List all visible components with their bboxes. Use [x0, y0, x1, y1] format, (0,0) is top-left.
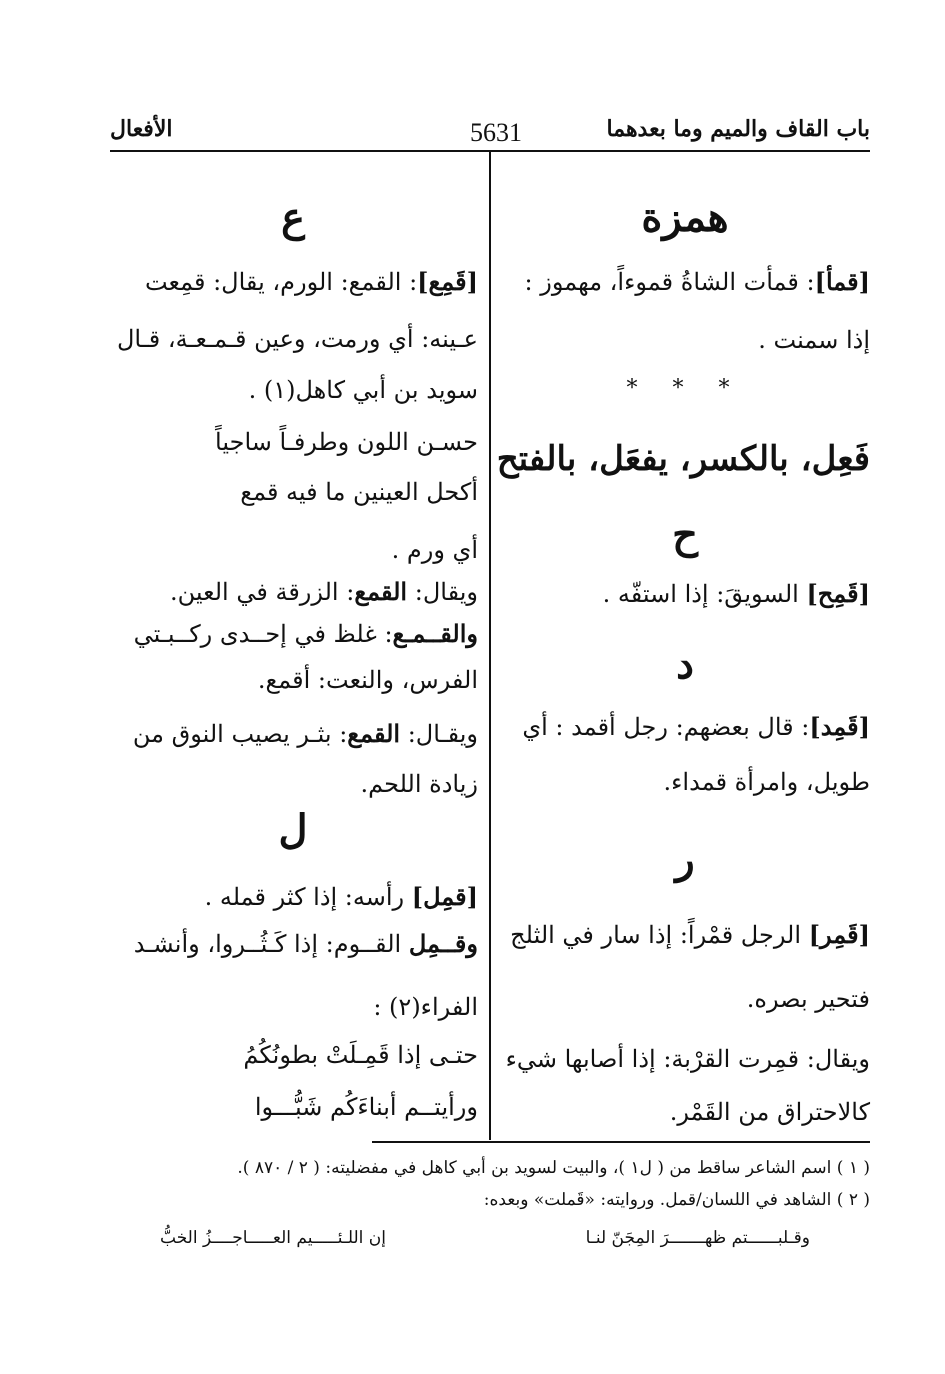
entry-key: [قمِل] — [411, 882, 478, 911]
entry-text: : القمع: الورم، يقال: قمِعت — [144, 268, 418, 296]
entry-qamir-line3: ويقال: قمِرت القرْبة: إذا أصابها شيء — [505, 1045, 870, 1073]
entry-text: القــوم: إذا كَـثُــروا، وأنشـد — [133, 930, 402, 958]
verse-line: حسـن اللون وطرفـاً ساجياً — [215, 428, 478, 456]
entry-text: الرجل قمْراً: إذا سار في الثلج — [510, 921, 802, 949]
entry-qamid-line2: طويل، وامرأة قمداء. — [663, 768, 870, 796]
entry-key: [قمأ] — [814, 267, 870, 296]
page-header — [110, 112, 870, 152]
heading-hamza: همزة — [641, 194, 729, 241]
letter-heading-dal: د — [676, 641, 694, 688]
entry-qami-line6 — [133, 619, 478, 648]
entry-text: : قال بعضهم: رجل أقمد : أي — [522, 713, 810, 741]
entry-keyword: القمع — [347, 719, 401, 748]
entry-qami-line7: الفرس، والنعت: أقمع. — [257, 666, 478, 694]
entry-text: السويقَ: إذا استفّه . — [602, 580, 799, 608]
pattern-heading: فَعِل، بالكسر، يفعَل، بالفتح — [496, 439, 870, 479]
entry-qamir-line2: فتحير بصره. — [746, 985, 870, 1013]
entry-key: [قَمِح] — [806, 579, 870, 608]
chapter-title: باب القاف والميم وما بعدهما — [606, 116, 870, 142]
letter-heading-lam: ل — [278, 806, 308, 853]
separator-stars: * * * — [626, 376, 744, 401]
entry-text: ويقـال: — [407, 720, 478, 748]
letter-heading-ra: ر — [675, 836, 695, 883]
footnote-1: ( ١ ) اسم الشاعر ساقط من ( ل١ )، والبيت لسويد بن أبي كاهل في مفضليته: ( ٢ / ٨٧٠ ). — [237, 1158, 870, 1178]
entry-key: [قَمِر] — [808, 920, 870, 949]
entry-qami-line8 — [132, 719, 478, 748]
entry-qamih-line1 — [602, 579, 870, 608]
entry-qami-line4: أي ورم . — [391, 536, 478, 564]
entry-qami-line2: عـينه: أي ورمت، وعين قـمـعـة، قـال — [116, 325, 478, 353]
footnote-verse — [110, 1228, 870, 1252]
footnote-rule — [372, 1141, 870, 1143]
entry-qamil-line1 — [204, 882, 478, 911]
page-number: 5631 — [470, 118, 522, 147]
entry-qama-line1 — [524, 267, 870, 296]
entry-text: رأسه: إذا كثر قمله . — [204, 883, 405, 911]
entry-qami-line9: زيادة اللحم. — [360, 770, 478, 798]
entry-qami-line3: سويد بن أبي كاهل(١) . — [248, 376, 478, 404]
letter-heading-ain: ع — [281, 194, 305, 241]
column-divider — [489, 152, 491, 1140]
entry-keyword: وقــمِل — [408, 929, 478, 958]
entry-key: [قَمِد] — [809, 712, 870, 741]
footnote-2: ( ٢ ) الشاهد في اللسان/قمل. وروايته: «قَملت» وبعده: — [483, 1190, 870, 1210]
entry-qamil-line3: الفراء(٢) : — [373, 993, 478, 1021]
entry-text: : الزرقة في العين. — [170, 578, 355, 606]
entry-qamir-line4: كالاحتراق من القَمْر. — [669, 1098, 870, 1126]
entry-qama-line2: إذا سمنت . — [758, 326, 870, 354]
entry-text: : غلظ في إحــدى ركــبـتي — [133, 620, 393, 648]
entry-keyword: والقــمـع — [392, 619, 478, 648]
entry-qamil-line2 — [133, 929, 478, 958]
entry-text: : بثـر يصيب النوق من — [132, 720, 348, 748]
verse-hemistich-1: وقـلبــــــتم ظهـــــــرَ المِجَنّ لنـا — [585, 1228, 810, 1248]
entry-text: ويقال: — [414, 578, 478, 606]
entry-qami-line5 — [170, 577, 478, 606]
entry-qamir-line1 — [510, 920, 870, 949]
entry-text: : قمأت الشاةُ قموءاً، مهموز : — [524, 268, 815, 296]
entry-qamid-line1 — [522, 712, 870, 741]
verse-line: أكحل العينين ما فيه قمع — [240, 478, 478, 506]
letter-heading-ha: ح — [672, 511, 698, 558]
entry-keyword: القمع — [354, 577, 408, 606]
entry-qami-line1 — [144, 267, 478, 296]
section-title: الأفعال — [110, 116, 173, 142]
entry-key: [قَمِع] — [417, 267, 478, 296]
verse-hemistich-2: إن اللـئـــــيم العـــــاجــــزُ الخبُّ — [160, 1228, 386, 1248]
verse-line: حتـى إذا قَمِـلَتْ بطونُكُمُ — [243, 1041, 478, 1069]
verse-line: ورأيتــم أبناءَكُم شَبُّـــوا — [254, 1093, 478, 1121]
